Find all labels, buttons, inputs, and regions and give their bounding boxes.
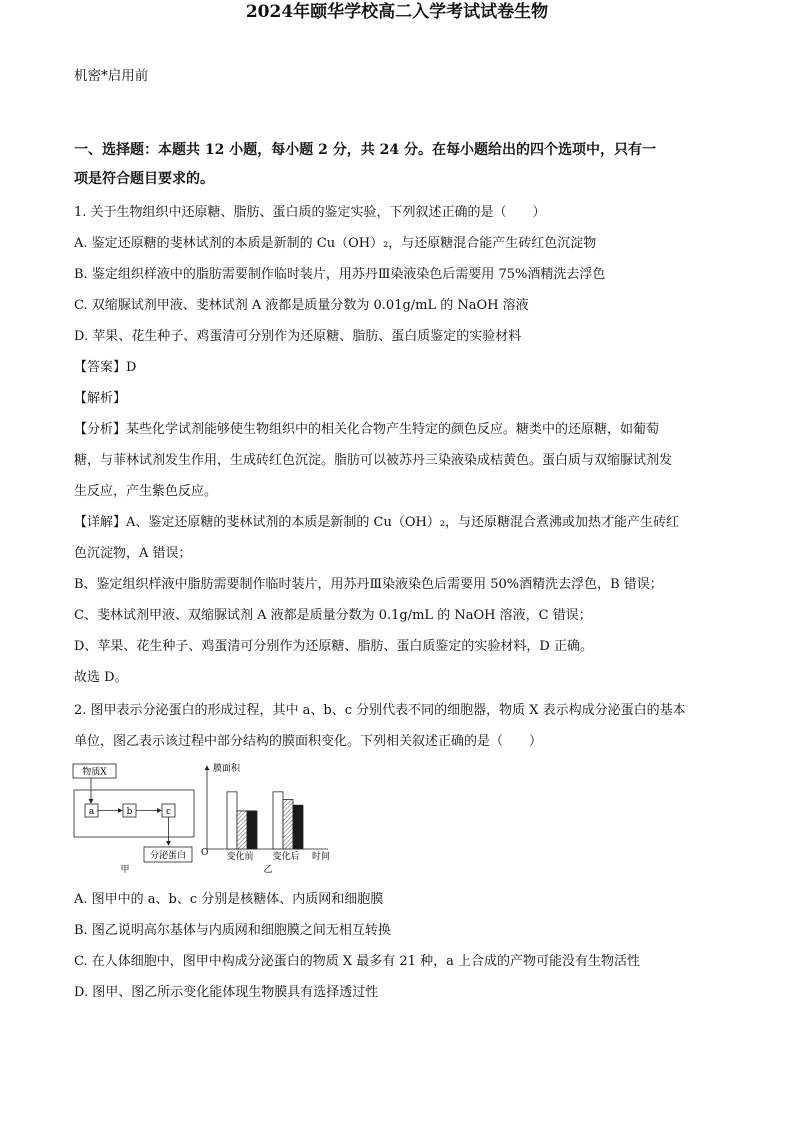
figure-yi-chart <box>201 762 330 874</box>
q1-xiangjie-b: B、鉴定组织样液中脂肪需要制作临时装片，用苏丹Ⅲ染液染色后需要用 50%酒精洗去浮色，B 错误； <box>74 577 663 592</box>
q1-fenxi-2: 糖，与菲林试剂发生作用，生成砖红色沉淀。脂肪可以被苏丹三染液染成桔黄色。蛋白质与双缩脲试剂发 <box>74 453 673 468</box>
secretory-protein-label: 分泌蛋白 <box>149 851 187 861</box>
confidential-label: 机密*启用前 <box>74 68 149 84</box>
organelle-c-label: c <box>165 807 172 817</box>
q1-answer <box>74 359 136 377</box>
figure-jia-label: 甲 <box>120 865 130 874</box>
section-instruction-1: 一、选择题：本题共 12 小题，每小题 2 分，共 24 分。在每小题给出的四个选项中，只有一 <box>74 142 656 158</box>
q1-option-a: A. 鉴定还原糖的斐林试剂的本质是新制的 Cu（OH）₂，与还原糖混合能产生砖红色沉淀物 <box>74 236 597 251</box>
q1-analysis-label: 【解析】 <box>74 391 127 406</box>
q2-option-b: B. 图乙说明高尔基体与内质网和细胞膜之间无相互转换 <box>74 923 391 938</box>
q2-option-d: D. 图甲、图乙所示变化能体现生物膜具有选择透过性 <box>74 985 379 1000</box>
x-axis-label: 时间 <box>311 852 331 862</box>
category-label-after: 变化后 <box>272 852 300 862</box>
y-axis-label: 膜面积 <box>213 764 241 774</box>
bar-after-hatched <box>283 799 293 849</box>
answer-value: D <box>126 360 137 375</box>
substance-x-label: 物质X <box>82 767 107 778</box>
q1-option-c: C. 双缩脲试剂甲液、斐林试剂 A 液都是质量分数为 0.01g/mL 的 NaOH 溶液 <box>74 298 529 313</box>
answer-label: 【答案】 <box>74 360 127 375</box>
q1-xiangjie-d: D、苹果、花生种子、鸡蛋清可分别作为还原糖、脂肪、蛋白质鉴定的实验材料，D 正确。 <box>74 639 593 654</box>
q2-stem-2: 单位，图乙表示该过程中部分结构的膜面积变化。下列相关叙述正确的是（ ） <box>74 734 543 749</box>
q1-xiangjie-1 <box>74 514 679 532</box>
organelle-b-label: b <box>126 807 133 817</box>
fenxi-text: 某些化学试剂能够使生物组织中的相关化合物产生特定的颜色反应。糖类中的还原糖，如葡萄 <box>126 422 660 437</box>
bar-after-white <box>273 792 283 849</box>
xiangjie-label: 【详解】 <box>74 515 127 530</box>
section-instruction-2: 项是符合题目要求的。 <box>74 171 214 187</box>
q2-option-c: C. 在人体细胞中，图甲中构成分泌蛋白的物质 X 最多有 21 种，a 上合成的产物可能没有生物活性 <box>74 954 640 969</box>
figure-jia <box>73 764 194 874</box>
q1-xiangjie-2: 色沉淀物，A 错误； <box>74 546 192 561</box>
q2-stem-1: 2. 图甲表示分泌蛋白的形成过程，其中 a、b、c 分别代表不同的细胞器，物质 X 表示构成分泌蛋白的基本 <box>74 703 686 718</box>
q1-conclusion: 故选 D。 <box>74 670 128 685</box>
q1-fenxi-3: 生反应，产生紫色反应。 <box>74 484 218 499</box>
fenxi-label: 【分析】 <box>74 422 127 437</box>
q1-stem: 1. 关于生物组织中还原糖、脂肪、蛋白质的鉴定实验，下列叙述正确的是（ ） <box>74 205 546 220</box>
q1-option-b: B. 鉴定组织样液中的脂肪需要制作临时装片，用苏丹Ⅲ染液染色后需要用 75%酒精洗去浮色 <box>74 267 606 282</box>
q1-xiangjie-c: C、斐林试剂甲液、双缩脲试剂 A 液都是质量分数为 0.1g/mL 的 NaOH 溶液，C 错误； <box>74 608 592 623</box>
bar-before-hatched <box>237 811 247 849</box>
page-title: 2024年颐华学校高二入学考试试卷生物 <box>245 2 549 22</box>
bar-before-white <box>227 792 237 849</box>
category-label-before: 变化前 <box>226 852 254 862</box>
bar-before-black <box>247 811 257 849</box>
bar-after-black <box>293 805 303 849</box>
q2-option-a: A. 图甲中的 a、b、c 分别是核糖体、内质网和细胞膜 <box>74 892 384 907</box>
xiangjie-text: A、鉴定还原糖的斐林试剂的本质是新制的 Cu（OH）₂，与还原糖混合煮沸或加热才能产生砖红 <box>126 515 680 530</box>
organelle-a-label: a <box>88 807 95 817</box>
q2-figure <box>70 762 340 874</box>
q1-option-d: D. 苹果、花生种子、鸡蛋清可分别作为还原糖、脂肪、蛋白质鉴定的实验材料 <box>74 329 522 344</box>
q1-fenxi-1 <box>74 421 659 439</box>
figure-yi-label: 乙 <box>263 865 273 874</box>
origin-label: O <box>201 848 209 858</box>
